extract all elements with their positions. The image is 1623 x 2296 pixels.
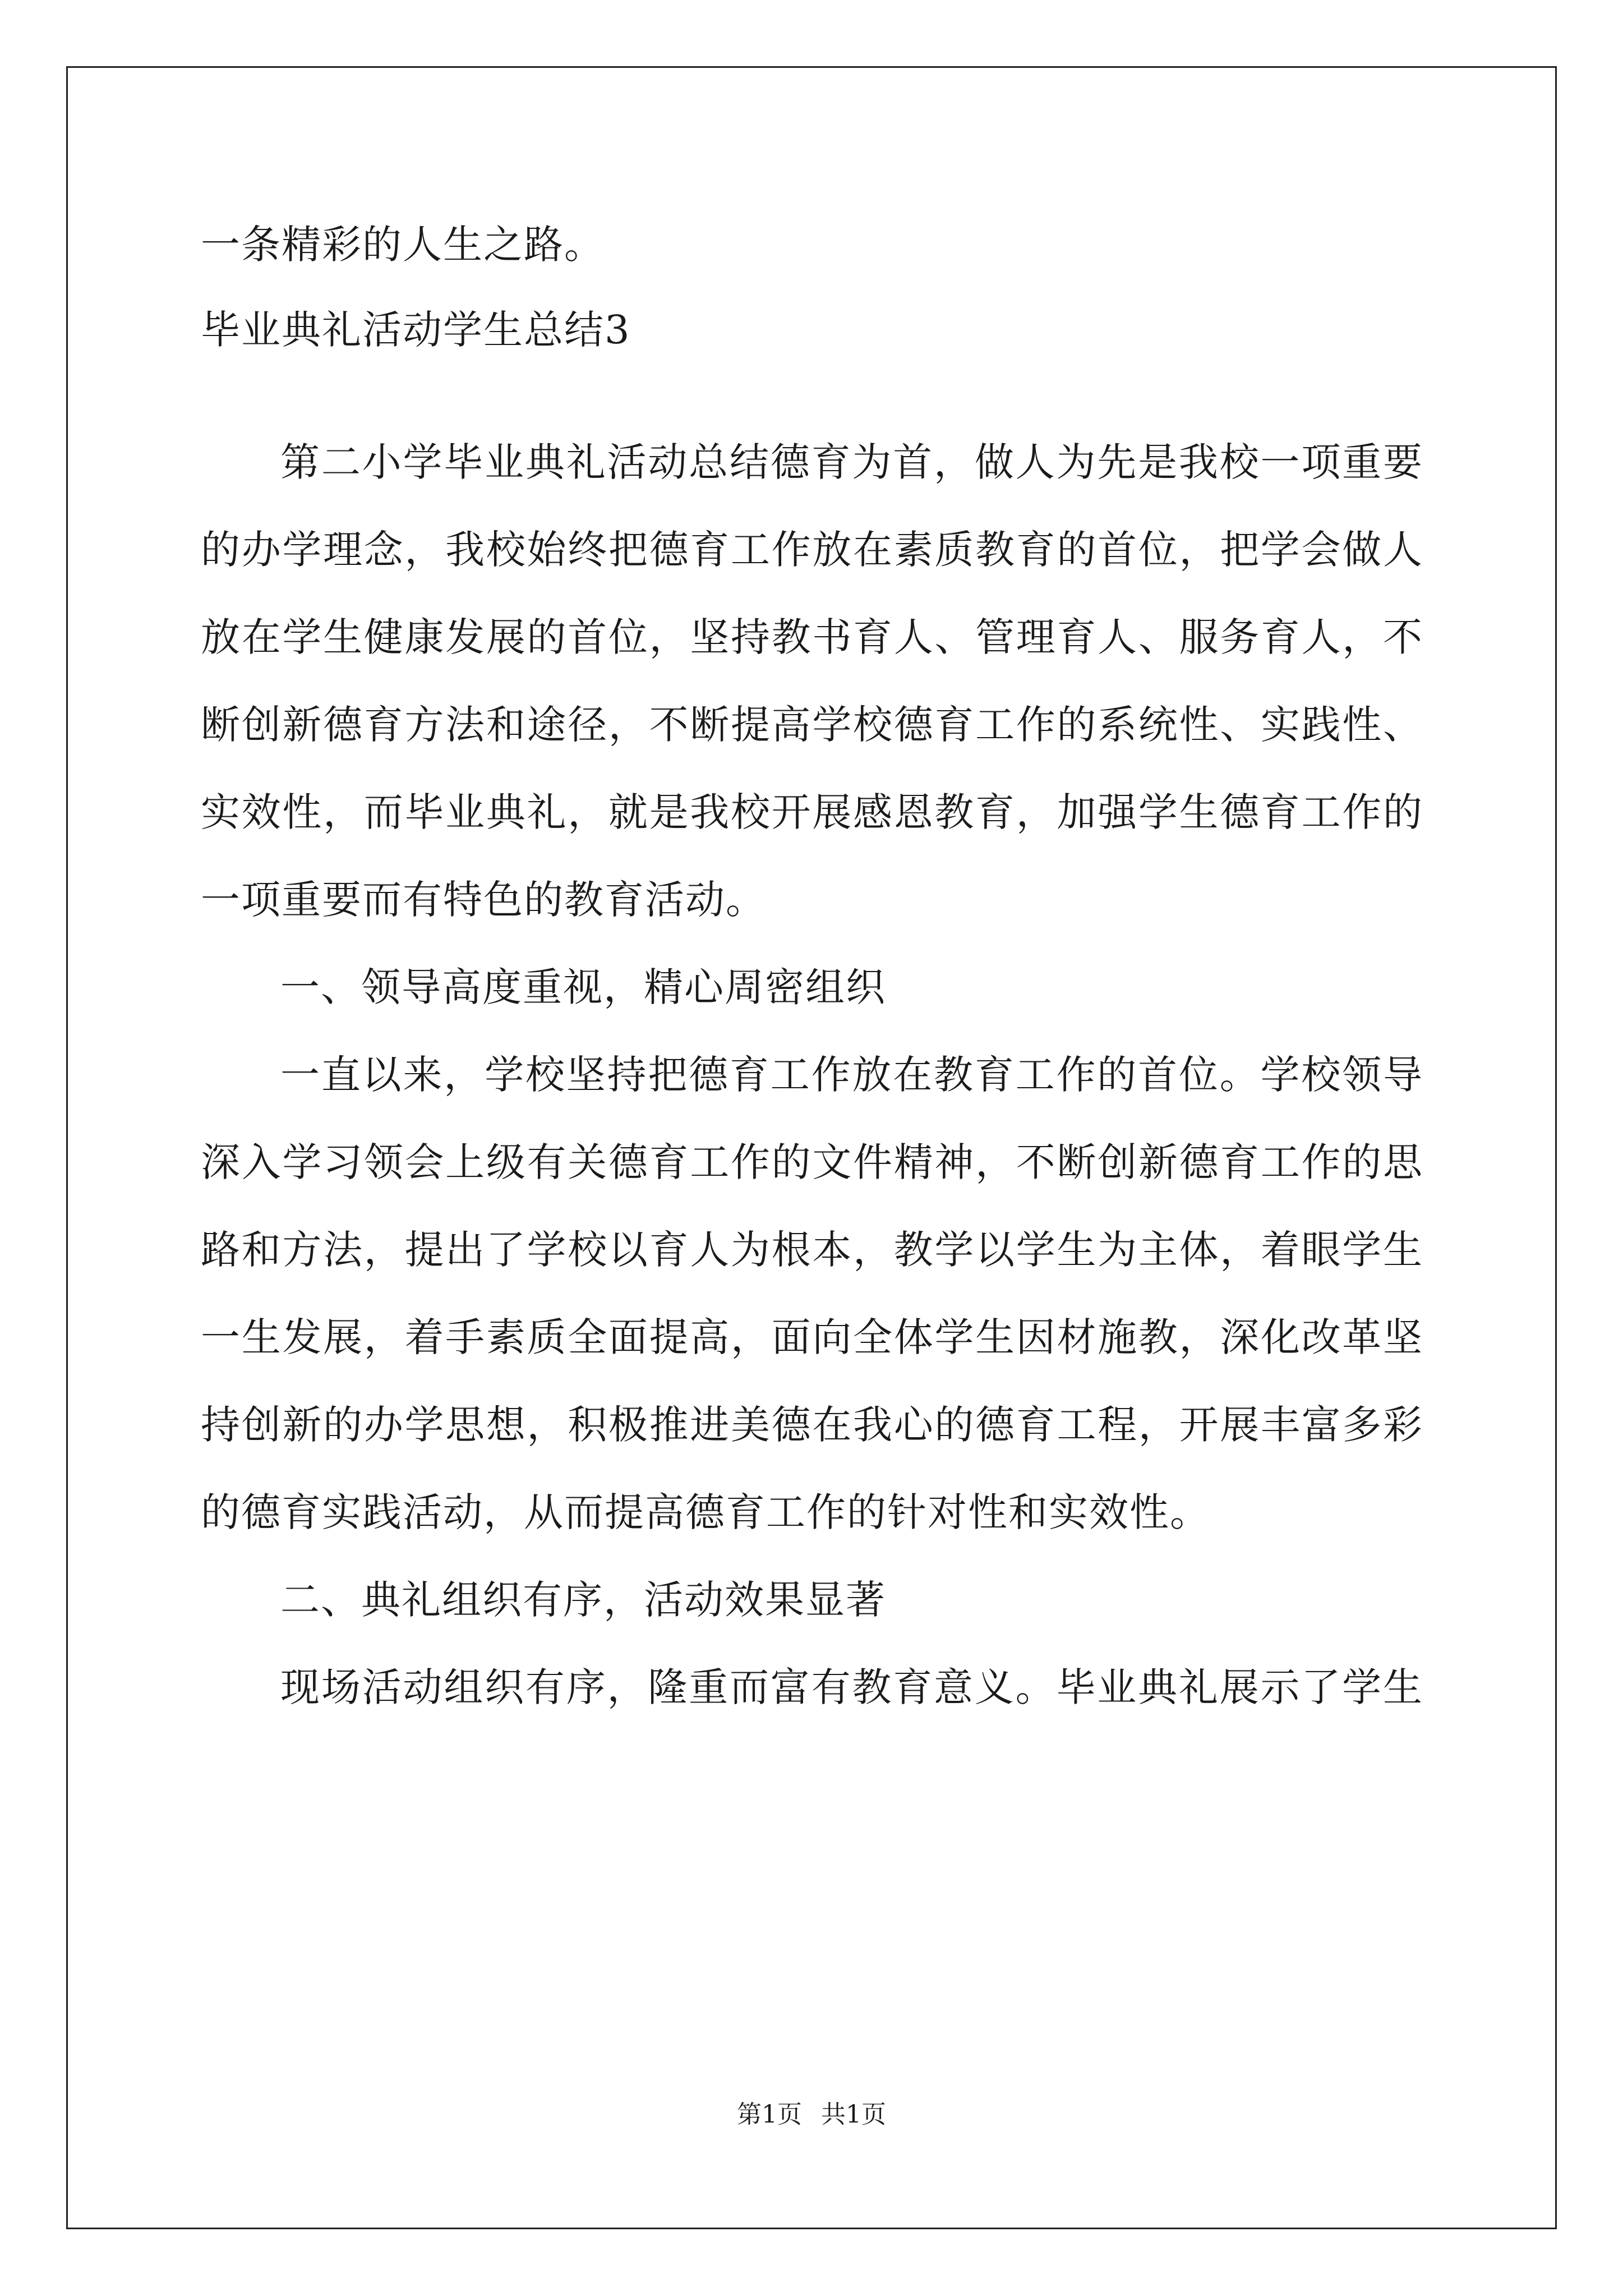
paragraph-line: 一项重要而有特色的教育活动。 <box>201 877 766 923</box>
paragraph-line: 断创新德育方法和途径，不断提高学校德育工作的系统性、实践性、 <box>201 702 1423 748</box>
paragraph-line: 持创新的办学思想，积极推进美德在我心的德育工程，开展丰富多彩 <box>201 1402 1423 1448</box>
paragraph-line: 的办学理念，我校始终把德育工作放在素质教育的首位，把学会做人 <box>201 527 1423 573</box>
text-line-1: 一条精彩的人生之路。 <box>201 222 605 268</box>
page-number-total: 共1页 <box>821 2100 886 2129</box>
page-number-current: 第1页 <box>737 2100 802 2129</box>
paragraph-line: 现场活动组织有序，隆重而富有教育意义。毕业典礼展示了学生 <box>280 1664 1423 1710</box>
paragraph-line: 实效性，而毕业典礼，就是我校开展感恩教育，加强学生德育工作的 <box>201 789 1423 835</box>
paragraph-line: 路和方法，提出了学校以育人为根本，教学以学生为主体，着眼学生 <box>201 1227 1423 1273</box>
paragraph-line: 放在学生健康发展的首位，坚持教书育人、管理育人、服务育人，不 <box>201 614 1423 660</box>
subheading-2: 二、典礼组织有序，活动效果显著 <box>280 1577 886 1623</box>
paragraph-line: 第二小学毕业典礼活动总结德育为首，做人为先是我校一项重要 <box>280 439 1423 485</box>
paragraph-line: 一直以来，学校坚持把德育工作放在教育工作的首位。学校领导 <box>280 1052 1423 1098</box>
page-footer <box>0 2099 1623 2131</box>
paragraph-line: 深入学习领会上级有关德育工作的文件精神，不断创新德育工作的思 <box>201 1139 1423 1185</box>
paragraph-line: 的德育实践活动，从而提高德育工作的针对性和实效性。 <box>201 1489 1210 1535</box>
subheading-1: 一、领导高度重视，精心周密组织 <box>280 964 886 1010</box>
paragraph-line: 一生发展，着手素质全面提高，面向全体学生因材施教，深化改革坚 <box>201 1314 1423 1360</box>
section-title: 毕业典礼活动学生总结3 <box>201 307 631 353</box>
